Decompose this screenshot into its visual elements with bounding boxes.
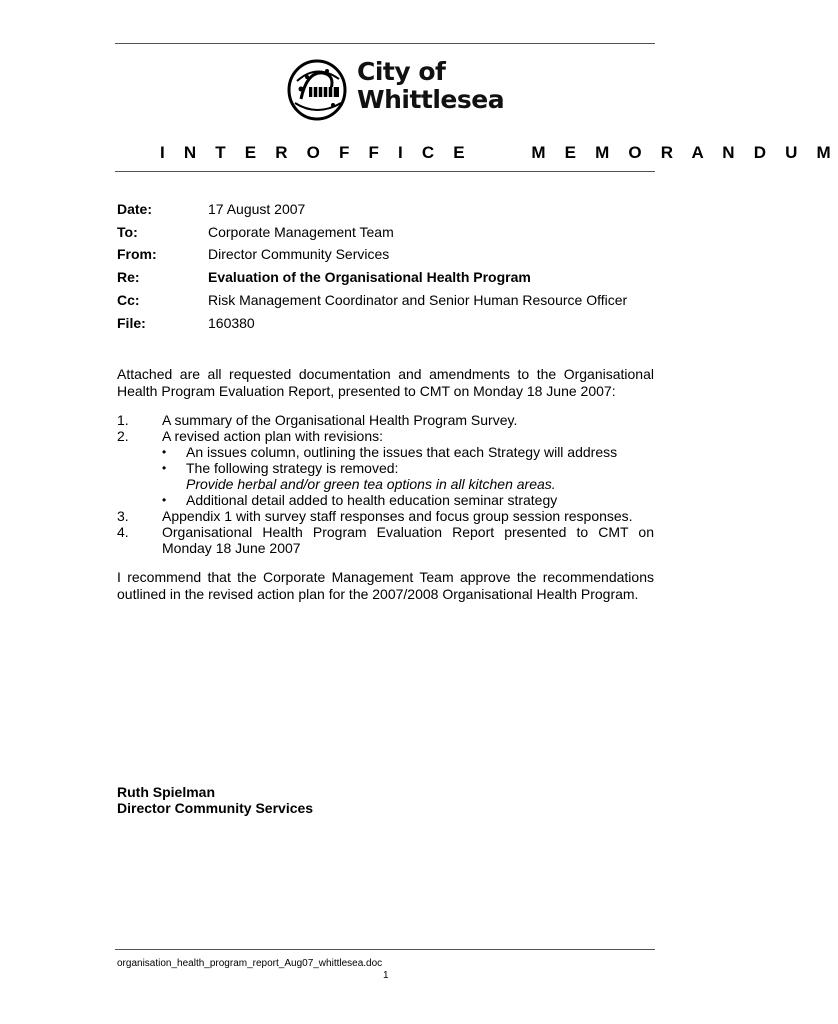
bullet-icon: • [162, 493, 167, 507]
city-crest-icon [287, 59, 351, 121]
page-number: 1 [383, 970, 389, 981]
signature-name: Ruth Spielman [117, 784, 216, 800]
footer-filename: organisation_health_program_report_Aug07_whittlesea.doc [117, 958, 383, 969]
list-text: The following strategy is removed: [186, 460, 399, 476]
bullet-icon: • [162, 445, 167, 459]
list-item [117, 524, 654, 556]
list-text: A revised action plan with revisions: [162, 428, 383, 444]
signature-title: Director Community Services [117, 800, 314, 816]
removed-strategy-text: Provide herbal and/or green tea options in all kitchen areas. [186, 476, 556, 492]
header-value: 17 August 2007 [208, 201, 306, 217]
memo-title: I N T E R O F F I C E M E M O R A N D U M [160, 143, 838, 162]
logo-line-city-of: City of [357, 57, 446, 86]
header-label: Cc: [117, 292, 140, 308]
bullet-icon: • [162, 461, 167, 475]
header-label: To: [117, 224, 138, 240]
list-item [117, 412, 654, 428]
sub-list-item [117, 460, 654, 476]
list-item [117, 428, 654, 444]
header-label: From: [117, 246, 157, 262]
city-logo [287, 57, 505, 123]
recommendation-paragraph: I recommend that the Corporate Management Team approve the recommendations outlined in the revised action plan for the 2007/2008 Organisational Health Program. [117, 569, 654, 602]
top-divider [115, 43, 655, 44]
list-text: Additional detail added to health education seminar strategy [186, 492, 558, 508]
sub-list-item [117, 444, 654, 460]
list-text: A summary of the Organisational Health Program Survey. [162, 412, 518, 428]
header-value: Risk Management Coordinator and Senior Human Resource Officer [208, 292, 628, 308]
header-label: Re: [117, 269, 140, 285]
logo-line-whittlesea: Whittlesea [357, 85, 505, 114]
footer-divider [115, 949, 655, 950]
header-value: Director Community Services [208, 246, 390, 262]
list-item [117, 508, 654, 524]
list-number: 4. [117, 524, 129, 540]
list-number: 2. [117, 428, 129, 444]
header-label: File: [117, 315, 146, 331]
attachment-list [117, 412, 654, 556]
list-text: Appendix 1 with survey staff responses and focus group session responses. [162, 508, 633, 524]
sub-list-item [117, 492, 654, 508]
header-value: 160380 [208, 315, 255, 331]
title-divider [115, 171, 655, 172]
intro-paragraph: Attached are all requested documentation and amendments to the Organisational Health Program Evaluation Report, presented to CMT on Monday 18 June 2007: [117, 366, 654, 399]
header-value: Corporate Management Team [208, 224, 394, 240]
header-label: Date: [117, 201, 153, 217]
list-number: 1. [117, 412, 129, 428]
list-number: 3. [117, 508, 129, 524]
list-text: Organisational Health Program Evaluation Report presented to CMT on Monday 18 June 2007 [162, 524, 654, 556]
header-value-subject: Evaluation of the Organisational Health Program [208, 269, 531, 285]
list-text: An issues column, outlining the issues that each Strategy will address [186, 444, 618, 460]
